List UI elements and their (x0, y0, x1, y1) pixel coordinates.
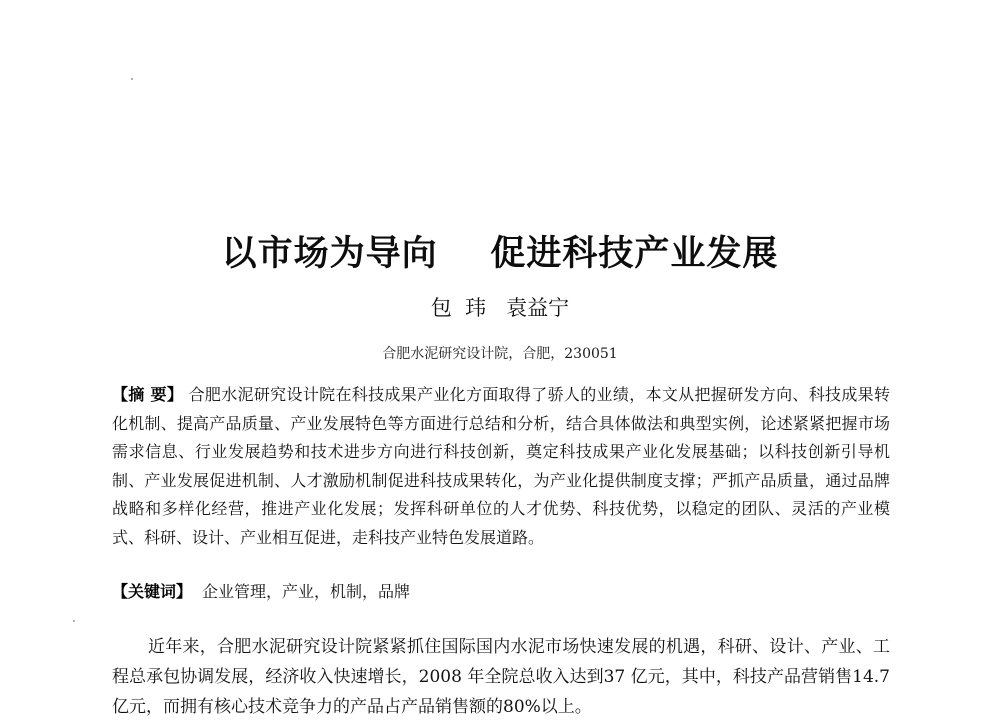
keywords-list: 企业管理，产业，机制，品牌 (202, 582, 411, 601)
abstract-block (112, 381, 890, 552)
author-affiliation: 合肥水泥研究设计院，合肥，230051 (382, 346, 618, 362)
paper-authors: 包 玮 袁益宁 (430, 296, 570, 320)
body-paragraph: 近年来，合肥水泥研究设计院紧紧抓住国际国内水泥市场快速发展的机遇，科研、设计、产业、工程总承包协调发展，经济收入快速增长，2008 年全院总收入达到37 亿元，其中，科技产品营销售14.7亿元，而拥有核心技术竞争力的产品占产品销售额的80%以上。 (112, 637, 890, 717)
abstract-label: 【摘 要】 (112, 385, 184, 404)
paper-title: 以市场为导向 促进科技产业发展 (221, 233, 779, 274)
scan-speck (73, 620, 75, 622)
scan-speck (131, 78, 133, 80)
abstract-text: 合肥水泥研究设计院在科技成果产业化方面取得了骄人的业绩，本文从把握研发方向、科技成果转化机制、提高产品质量、产业发展特色等方面进行总结和分析，结合具体做法和典型实例，论述紧紧把握市场需求信息、行业发展趋势和技术进步方向进行科技创新，奠定科技成果产业化发展基础；以科技创新引导机制、产业发展促进机制、人才激励机制促进科技成果转化，为产业化提供制度支撑；严抓产品质量，通过品牌战略和多样化经营，推进产业化发展；发挥科研单位的人才优势、科技优势，以稳定的团队、灵活的产业模式、科研、设计、产业相互促进，走科技产业特色发展道路。 (112, 385, 890, 547)
keywords-block (112, 578, 890, 606)
keywords-label: 【关键词】 (112, 582, 193, 601)
